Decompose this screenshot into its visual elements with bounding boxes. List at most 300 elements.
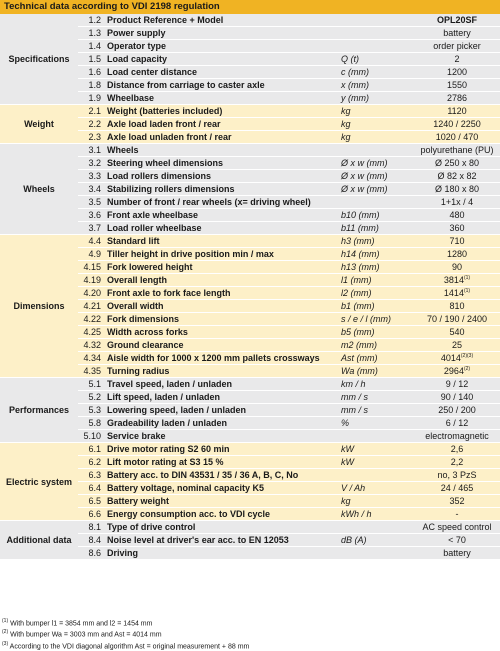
row-value-text: 1550 (446, 80, 468, 90)
group-label: Weight (0, 105, 78, 144)
row-number (78, 235, 104, 248)
row-description-text: Operator type (107, 41, 167, 51)
row-description (104, 339, 338, 352)
row-value-text: electromagnetic (425, 431, 489, 441)
row-value-text: 1280 (446, 249, 468, 259)
row-unit (338, 40, 414, 53)
row-value (414, 547, 500, 560)
row-description-text: Load capacity (107, 54, 168, 64)
row-value (414, 183, 500, 196)
row-unit-text: dB (A) (341, 535, 367, 545)
row-number-text: 4.19 (83, 275, 101, 285)
row-number-text: 5.8 (88, 418, 101, 428)
row-unit-text: mm / s (341, 405, 368, 415)
row-value (414, 79, 500, 92)
row-description (104, 66, 338, 79)
row-description-text: Overall width (107, 301, 164, 311)
row-number (78, 183, 104, 196)
row-number (78, 339, 104, 352)
row-value-text: Ø 180 x 80 (434, 184, 480, 194)
row-description (104, 196, 338, 209)
row-description-text: Distance from carriage to caster axle (107, 80, 265, 90)
row-unit (338, 27, 414, 40)
row-value (414, 261, 500, 274)
row-unit (338, 404, 414, 417)
row-description-text: Battery voltage, nominal capacity K5 (107, 483, 265, 493)
row-unit (338, 365, 414, 378)
row-description-text: Axle load laden front / rear (107, 119, 221, 129)
row-description-text: Number of front / rear wheels (x= driving wheel) (107, 197, 311, 207)
row-value (414, 508, 500, 521)
row-value (414, 27, 500, 40)
row-value (414, 404, 500, 417)
row-description-text: Driving (107, 548, 139, 558)
row-number (78, 118, 104, 131)
row-number-text: 3.2 (88, 158, 101, 168)
row-unit (338, 235, 414, 248)
row-number-text: 5.1 (88, 379, 101, 389)
row-description-text: Load center distance (107, 67, 198, 77)
row-number-text: 6.6 (88, 509, 101, 519)
row-value-text: 352 (449, 496, 465, 506)
row-value (414, 391, 500, 404)
row-number-text: 8.4 (88, 535, 101, 545)
row-value (414, 469, 500, 482)
row-number-text: 6.1 (88, 444, 101, 454)
row-unit (338, 300, 414, 313)
row-unit-text: kg (341, 119, 351, 129)
row-value-text: order picker (433, 41, 481, 51)
row-unit (338, 547, 414, 560)
row-value (414, 222, 500, 235)
row-description-text: Battery acc. to DIN 43531 / 35 / 36 A, B, C, No (107, 470, 299, 480)
row-value (414, 300, 500, 313)
row-description (104, 417, 338, 430)
row-unit (338, 183, 414, 196)
row-description (104, 508, 338, 521)
row-number (78, 105, 104, 118)
row-description-text: Battery weight (107, 496, 170, 506)
row-number (78, 287, 104, 300)
row-description-text: Lowering speed, laden / unladen (107, 405, 247, 415)
row-value-text: 1020 / 470 (435, 132, 479, 142)
row-description (104, 482, 338, 495)
row-description-text: Wheels (107, 145, 139, 155)
row-unit-text: l1 (mm) (341, 275, 372, 285)
row-number-text: 1.6 (88, 67, 101, 77)
group-label: Specifications (0, 14, 78, 105)
row-value (414, 196, 500, 209)
row-number (78, 144, 104, 157)
row-unit-text: m2 (mm) (341, 340, 377, 350)
row-number-text: 4.4 (88, 236, 101, 246)
row-value (414, 287, 500, 300)
row-description (104, 40, 338, 53)
row-number (78, 222, 104, 235)
row-unit (338, 326, 414, 339)
row-description-text: Wheelbase (107, 93, 155, 103)
row-description-text: Tiller height in drive position min / max (107, 249, 274, 259)
row-unit (338, 352, 414, 365)
row-description (104, 144, 338, 157)
row-value-text: 1120 (447, 106, 467, 116)
row-description (104, 157, 338, 170)
row-value-text: 2964 (443, 366, 464, 376)
row-description-text: Load roller wheelbase (107, 223, 202, 233)
row-description-text: Steering wheel dimensions (107, 158, 224, 168)
row-unit-text: b5 (mm) (341, 327, 375, 337)
row-number (78, 547, 104, 560)
row-number-text: 5.2 (88, 392, 101, 402)
row-number-text: 4.35 (83, 366, 101, 376)
row-unit-text: y (mm) (341, 93, 369, 103)
row-number (78, 326, 104, 339)
row-value (414, 430, 500, 443)
row-number (78, 469, 104, 482)
row-description-text: Fork lowered height (107, 262, 193, 272)
row-description (104, 92, 338, 105)
row-description (104, 430, 338, 443)
row-number (78, 378, 104, 391)
row-value-text: battery (443, 548, 471, 558)
row-value-text: polyurethane (PU) (420, 145, 494, 155)
row-number (78, 404, 104, 417)
row-number-text: 1.8 (88, 80, 101, 90)
row-description-text: Front axle wheelbase (107, 210, 199, 220)
row-unit-text: kg (341, 106, 351, 116)
row-value (414, 14, 500, 27)
row-unit-text: kW (341, 457, 354, 467)
row-number-text: 5.10 (83, 431, 101, 441)
row-value-text: Ø 250 x 80 (434, 158, 480, 168)
row-value (414, 456, 500, 469)
row-unit-text: % (341, 418, 350, 428)
row-description-text: Lift motor rating at S3 15 % (107, 457, 224, 467)
row-number (78, 170, 104, 183)
group-label: Wheels (0, 144, 78, 235)
row-value-text: 4014 (440, 353, 461, 363)
row-value-text: OPL20SF (436, 15, 477, 25)
row-unit-text: c (mm) (341, 67, 369, 77)
row-number (78, 14, 104, 27)
row-value-text: 810 (449, 301, 465, 311)
row-description-text: Aisle width for 1000 x 1200 mm pallets crossways (107, 353, 320, 363)
row-description (104, 274, 338, 287)
row-number-text: 3.4 (88, 184, 101, 194)
row-description-text: Gradeability laden / unladen (107, 418, 228, 428)
row-unit-text: b11 (mm) (341, 223, 379, 233)
row-value-text: 540 (449, 327, 465, 337)
row-description-text: Turning radius (107, 366, 170, 376)
row-unit-text: Q (t) (341, 54, 359, 64)
row-number-text: 1.9 (88, 93, 101, 103)
footnote-mark: (3) (2, 640, 9, 647)
row-value-text: 90 / 140 (440, 392, 474, 402)
spec-table (0, 14, 500, 560)
row-value-text: 1200 (446, 67, 468, 77)
row-value-text: 25 (451, 340, 462, 350)
row-number-text: 4.20 (83, 288, 101, 298)
footnote (2, 640, 249, 651)
row-description (104, 547, 338, 560)
row-value (414, 521, 500, 534)
row-number-text: 1.4 (88, 41, 101, 51)
row-number-text: 6.3 (88, 470, 101, 480)
row-description (104, 235, 338, 248)
row-value (414, 235, 500, 248)
row-value (414, 53, 500, 66)
row-number-text: 2.3 (88, 132, 101, 142)
row-unit (338, 248, 414, 261)
row-description (104, 27, 338, 40)
row-number-text: 6.2 (88, 457, 101, 467)
footnote-mark: (2) (2, 629, 9, 636)
row-value-text: 9 / 12 (445, 379, 469, 389)
row-number-text: 6.4 (88, 483, 101, 493)
footnote-ref: (2)(3) (460, 353, 474, 359)
row-number (78, 456, 104, 469)
row-unit-text: Ø x w (mm) (341, 171, 388, 181)
row-number-text: 3.3 (88, 171, 101, 181)
row-value (414, 157, 500, 170)
row-number (78, 534, 104, 547)
table-row (0, 521, 500, 534)
row-description-text: Drive motor rating S2 60 min (107, 444, 230, 454)
row-number-text: 1.3 (88, 28, 101, 38)
row-number (78, 508, 104, 521)
row-value-text: 480 (449, 210, 465, 220)
row-description-text: Energy consumption acc. to VDI cycle (107, 509, 271, 519)
row-number (78, 40, 104, 53)
footnote-ref: (1) (463, 288, 471, 294)
row-number-text: 3.1 (88, 145, 101, 155)
row-value-text: 710 (449, 236, 465, 246)
row-description-text: Service brake (107, 431, 166, 441)
row-value-text: 1240 / 2250 (433, 119, 481, 129)
row-unit-text: x (mm) (341, 80, 369, 90)
row-description-text: Overall length (107, 275, 168, 285)
row-unit-text: s / e / l (mm) (341, 314, 391, 324)
row-value (414, 495, 500, 508)
row-value (414, 417, 500, 430)
row-number (78, 443, 104, 456)
row-unit (338, 14, 414, 27)
row-value-text: 6 / 12 (445, 418, 469, 428)
row-number-text: 8.6 (88, 548, 101, 558)
row-unit (338, 443, 414, 456)
row-unit (338, 482, 414, 495)
row-unit (338, 144, 414, 157)
row-value-text: 3814 (443, 275, 464, 285)
row-value (414, 170, 500, 183)
row-value (414, 105, 500, 118)
row-value (414, 482, 500, 495)
row-value (414, 66, 500, 79)
row-description-text: Ground clearance (107, 340, 184, 350)
row-description-text: Type of drive control (107, 522, 196, 532)
row-number (78, 417, 104, 430)
row-value-text: - (455, 509, 459, 519)
row-description-text: Weight (batteries included) (107, 106, 223, 116)
row-unit (338, 118, 414, 131)
row-value-text: no, 3 PzS (437, 470, 477, 480)
row-number-text: 3.6 (88, 210, 101, 220)
table-row (0, 14, 500, 27)
row-unit (338, 53, 414, 66)
row-value-text: battery (443, 28, 471, 38)
row-number (78, 261, 104, 274)
row-description-text: Front axle to fork face length (107, 288, 231, 298)
row-description-text: Axle load unladen front / rear (107, 132, 232, 142)
spec-table-body (0, 14, 500, 560)
row-number-text: 5.3 (88, 405, 101, 415)
row-unit (338, 456, 414, 469)
row-description (104, 456, 338, 469)
row-unit-text: kg (341, 496, 351, 506)
row-unit (338, 196, 414, 209)
row-description (104, 53, 338, 66)
row-unit (338, 430, 414, 443)
row-description-text: Noise level at driver's ear acc. to EN 12053 (107, 535, 289, 545)
row-number (78, 53, 104, 66)
row-value-text: Ø 82 x 82 (437, 171, 477, 181)
row-description (104, 261, 338, 274)
row-number (78, 196, 104, 209)
row-number-text: 2.1 (88, 106, 101, 116)
row-unit (338, 534, 414, 547)
row-number-text: 1.2 (88, 15, 101, 25)
row-value-text: 2 (454, 54, 460, 64)
row-value-text: 2786 (446, 93, 468, 103)
row-number-text: 4.25 (83, 327, 101, 337)
row-unit (338, 157, 414, 170)
row-number (78, 157, 104, 170)
row-value (414, 274, 500, 287)
row-value (414, 131, 500, 144)
row-description-text: Standard lift (107, 236, 160, 246)
row-unit (338, 417, 414, 430)
row-number (78, 352, 104, 365)
row-number (78, 495, 104, 508)
footnote-ref: (1) (463, 275, 471, 281)
row-number-text: 4.15 (83, 262, 101, 272)
row-number (78, 248, 104, 261)
row-description (104, 14, 338, 27)
row-unit-text: h14 (mm) (341, 249, 380, 259)
row-unit-text: Ast (mm) (341, 353, 378, 363)
row-unit (338, 469, 414, 482)
footnote (2, 617, 249, 628)
row-description (104, 183, 338, 196)
row-number-text: 2.2 (88, 119, 101, 129)
row-unit (338, 222, 414, 235)
row-number (78, 391, 104, 404)
row-description-text: Lift speed, laden / unladen (107, 392, 221, 402)
row-description (104, 443, 338, 456)
table-row (0, 144, 500, 157)
footnote-ref: (2) (463, 366, 471, 372)
row-unit (338, 92, 414, 105)
row-value-text: 24 / 465 (440, 483, 474, 493)
row-value (414, 326, 500, 339)
row-number (78, 482, 104, 495)
row-value (414, 443, 500, 456)
row-description (104, 300, 338, 313)
row-description (104, 352, 338, 365)
row-value (414, 118, 500, 131)
row-value (414, 378, 500, 391)
row-number (78, 365, 104, 378)
row-unit (338, 313, 414, 326)
row-unit (338, 274, 414, 287)
row-unit-text: kWh / h (341, 509, 372, 519)
row-description (104, 469, 338, 482)
row-number-text: 4.21 (83, 301, 101, 311)
row-description (104, 521, 338, 534)
row-value (414, 209, 500, 222)
row-value-text: 70 / 190 / 2400 (426, 314, 488, 324)
row-description-text: Power supply (107, 28, 166, 38)
row-value-text: 90 (451, 262, 462, 272)
row-unit-text: km / h (341, 379, 366, 389)
row-unit-text: Ø x w (mm) (341, 184, 388, 194)
row-unit (338, 209, 414, 222)
row-description (104, 131, 338, 144)
row-unit-text: b1 (mm) (341, 301, 375, 311)
table-row (0, 378, 500, 391)
row-value (414, 313, 500, 326)
row-description (104, 365, 338, 378)
row-description-text: Travel speed, laden / unladen (107, 379, 233, 389)
row-unit (338, 339, 414, 352)
row-unit (338, 261, 414, 274)
row-value-text: AC speed control (422, 522, 492, 532)
row-description (104, 209, 338, 222)
row-value (414, 339, 500, 352)
row-unit (338, 170, 414, 183)
row-description-text: Product Reference + Model (107, 15, 224, 25)
row-value-text: 250 / 200 (438, 405, 476, 415)
row-number (78, 66, 104, 79)
row-description-text: Width across forks (107, 327, 188, 337)
row-unit-text: Ø x w (mm) (341, 158, 388, 168)
row-description (104, 79, 338, 92)
row-unit (338, 66, 414, 79)
row-number-text: 3.7 (88, 223, 101, 233)
row-unit (338, 105, 414, 118)
row-description (104, 404, 338, 417)
row-value-text: 360 (449, 223, 465, 233)
row-number (78, 92, 104, 105)
row-value-text: 1414 (443, 288, 464, 298)
row-unit (338, 495, 414, 508)
group-label: Electric system (0, 443, 78, 521)
row-description (104, 534, 338, 547)
row-number (78, 274, 104, 287)
row-value-text: < 70 (448, 535, 466, 545)
row-unit-text: kW (341, 444, 354, 454)
footnote-text: With bumper l1 = 3854 mm and l2 = 1454 mm (8, 620, 153, 628)
row-unit-text: h13 (mm) (341, 262, 380, 272)
group-label: Additional data (0, 521, 78, 560)
row-number-text: 1.5 (88, 54, 101, 64)
row-unit-text: Wa (mm) (341, 366, 378, 376)
row-unit (338, 508, 414, 521)
row-number (78, 313, 104, 326)
row-number (78, 521, 104, 534)
row-description (104, 222, 338, 235)
row-description (104, 170, 338, 183)
